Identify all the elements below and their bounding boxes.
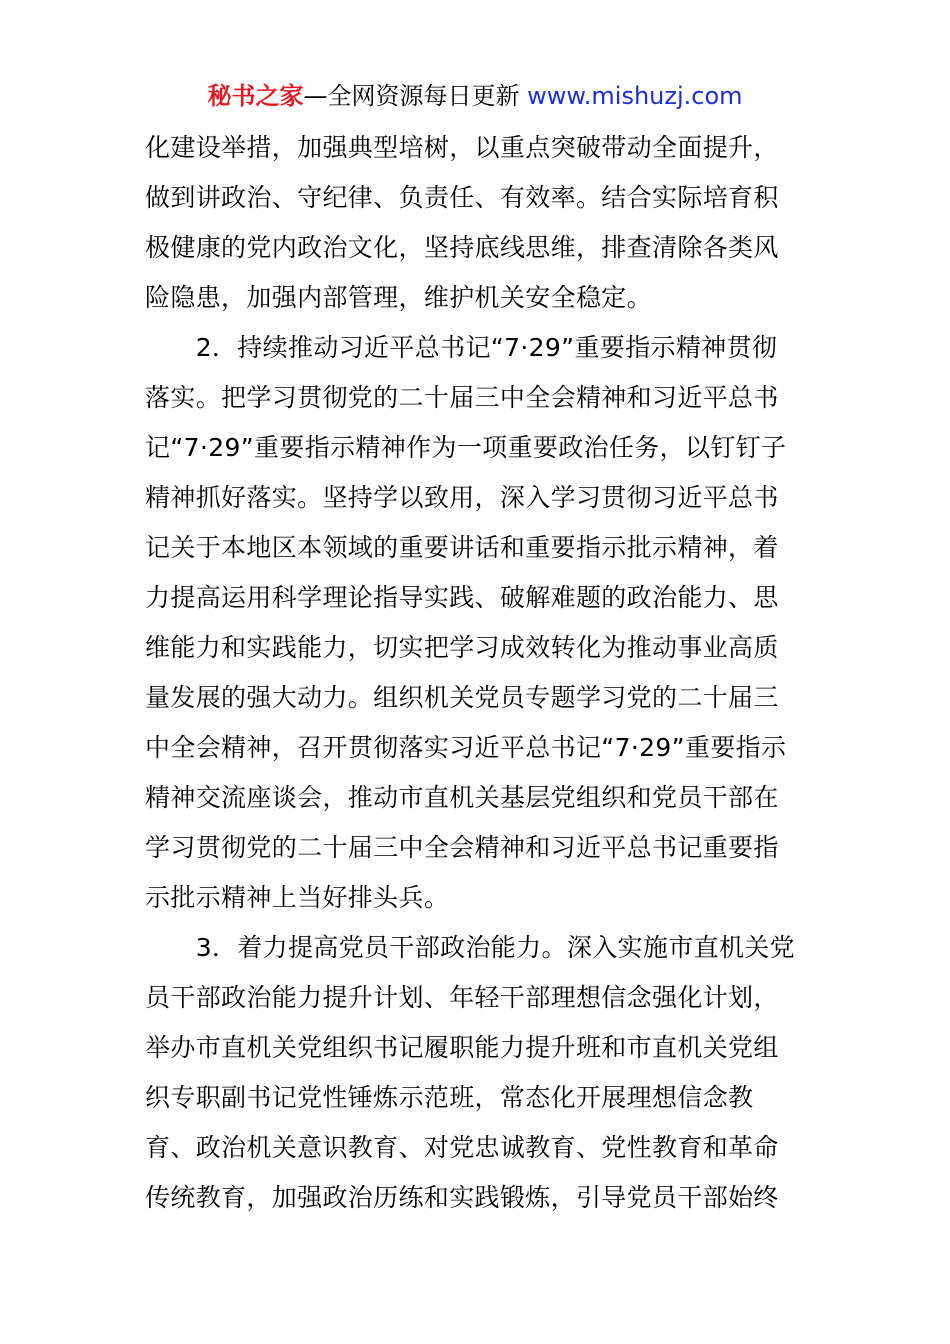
- text-line: 记关于本地区本领域的重要讲话和重要指示批示精神，着: [145, 533, 779, 562]
- site-tagline: —全网资源每日更新: [303, 82, 528, 110]
- text-line: 化建设举措，加强典型培树，以重点突破带动全面提升，: [145, 133, 779, 162]
- text-line: 做到讲政治、守纪律、负责任、有效率。结合实际培育积: [145, 183, 779, 212]
- paragraph-heading-line: 3．着力提高党员干部政治能力。深入实施市直机关党: [145, 933, 796, 962]
- text-line: 学习贯彻党的二十届三中全会精神和习近平总书记重要指: [145, 833, 779, 862]
- text-line: 力提高运用科学理论指导实践、破解难题的政治能力、思: [145, 583, 779, 612]
- text-line: 精神抓好落实。坚持学以致用，深入学习贯彻习近平总书: [145, 483, 779, 512]
- site-brand: 秘书之家: [207, 82, 304, 110]
- text-line: 量发展的强大动力。组织机关党员专题学习党的二十届三: [145, 683, 779, 712]
- text-line: 织专职副书记党性锤炼示范班，常态化开展理想信念教: [145, 1083, 754, 1112]
- text-line: 极健康的党内政治文化，坚持底线思维，排查清除各类风: [145, 233, 779, 262]
- site-header: [0, 78, 950, 114]
- text-line: 传统教育，加强政治历练和实践锻炼，引导党员干部始终: [145, 1183, 779, 1212]
- text-line: 中全会精神，召开贯彻落实习近平总书记“7·29”重要指示: [145, 733, 787, 762]
- text-line: 精神交流座谈会，推动市直机关基层党组织和党员干部在: [145, 783, 779, 812]
- text-line: 落实。把学习贯彻党的二十届三中全会精神和习近平总书: [145, 383, 779, 412]
- text-line: 险隐患，加强内部管理，维护机关安全稳定。: [145, 283, 653, 312]
- text-line: 员干部政治能力提升计划、年轻干部理想信念强化计划，: [145, 983, 779, 1012]
- text-line: 示批示精神上当好排头兵。: [145, 883, 450, 912]
- text-line: 记“7·29”重要指示精神作为一项重要政治任务，以钉钉子: [145, 433, 787, 462]
- site-url-link[interactable]: www.mishuzj.com: [527, 82, 743, 110]
- text-line: 维能力和实践能力，切实把学习成效转化为推动事业高质: [145, 633, 779, 662]
- paragraph-heading-line: 2．持续推动习近平总书记“7·29”重要指示精神贯彻: [145, 333, 778, 362]
- document-body: [145, 123, 810, 1223]
- text-line: 育、政治机关意识教育、对党忠诚教育、党性教育和革命: [145, 1133, 779, 1162]
- text-line: 举办市直机关党组织书记履职能力提升班和市直机关党组: [145, 1033, 779, 1062]
